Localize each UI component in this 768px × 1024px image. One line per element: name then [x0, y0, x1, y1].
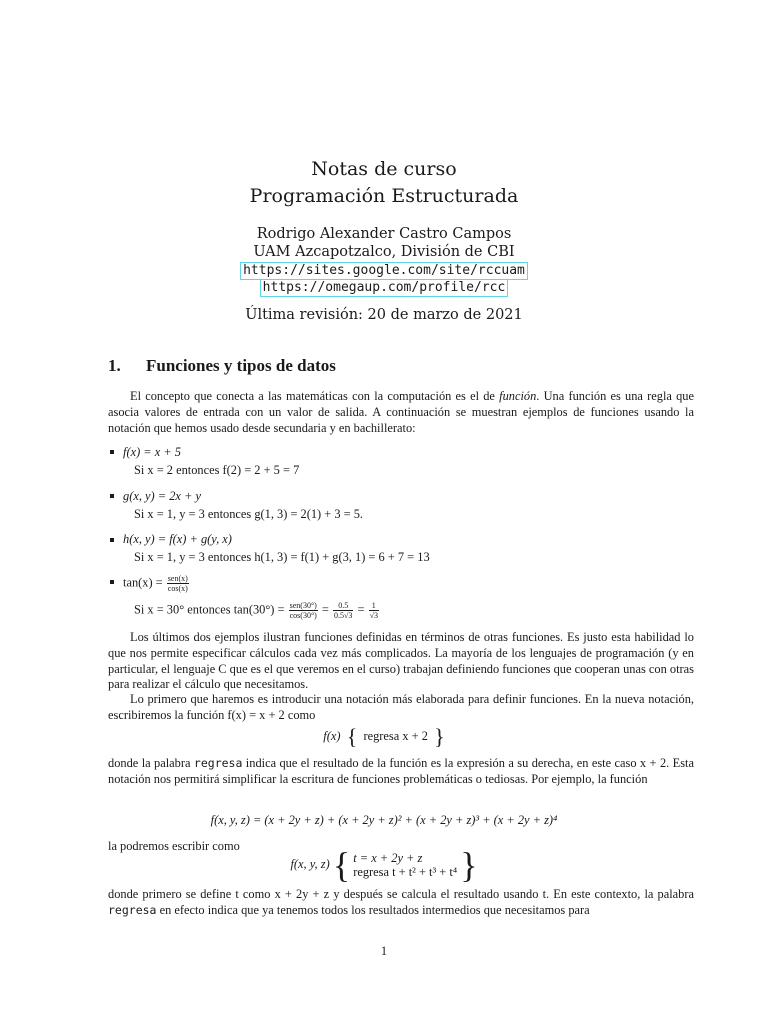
tan30-fraction-2 [333, 601, 353, 620]
eq3-line2: regresa t + t² + t³ + t⁴ [353, 865, 458, 879]
bullet-marker [110, 450, 114, 454]
example-4-definition [123, 574, 190, 593]
eq3-lhs: f(x, y, z) [290, 856, 330, 871]
tan30-fraction-1 [289, 601, 318, 620]
example-2-detail: Si x = 1, y = 3 entonces g(1, 3) = 2(1) + 3 = 5. [134, 507, 364, 521]
example-4-detail: Si x = 30° entonces tan(30°) = $\frac{\text{sen(30°)}}{\cos(30^\circ)}$ = $\frac{0.5}{0.5√3}$ = $\frac{1}{√3}$ [134, 601, 378, 620]
author-link-2[interactable]: https://omegaup.com/profile/rcc [260, 279, 509, 297]
eq3-body [353, 851, 457, 879]
para6-text-a: donde primero se define t como x + 2y + z y después se calcula el resultado usando t. En este contexto, la palabra [108, 887, 694, 901]
doc-title-line2: Programación Estructurada [249, 185, 519, 207]
para4-text-a: donde la palabra [108, 756, 194, 770]
eq1-close-brace: } [434, 724, 445, 750]
example-2-definition: g(x, y) = 2x + y [123, 489, 201, 503]
intro-emphasis: función [499, 389, 537, 403]
paragraph-4 [108, 756, 694, 788]
intro-paragraph [108, 389, 694, 436]
keyword-regresa: regresa [193, 756, 243, 770]
fraction-denominator: cos(30°) [289, 611, 317, 620]
revision-date: Última revisión: 20 de marzo de 2021 [245, 307, 523, 323]
equation-1 [0, 724, 768, 750]
fraction-numerator: sen(30°) [289, 601, 317, 610]
eq1-body: regresa x + 2 [363, 729, 428, 743]
author-affiliation: UAM Azcapotzalco, División de CBI [253, 244, 515, 260]
author-name: Rodrigo Alexander Castro Campos [256, 226, 512, 242]
para6-text-b: en efecto indica que ya tenemos todos los resultados intermedios que necesitamos para [156, 902, 590, 917]
example-1-definition: f(x) = x + 5 [123, 445, 182, 459]
paragraph-3: Lo primero que haremos es introducir una notación más elaborada para definir funciones. En la nueva notación, escribiremos la función f(x) = x + 2 como [108, 692, 694, 722]
author-link-1[interactable]: https://sites.google.com/site/rccuam [240, 262, 528, 280]
example-1-detail: Si x = 2 entonces f(2) = 2 + 5 = 7 [134, 463, 300, 477]
author-link-2-row [0, 278, 768, 297]
eq3-open-brace: { [332, 845, 351, 885]
section-heading [108, 356, 336, 376]
intro-text-b: . Una función es una regla que asocia valores de entrada con un valor de salida. A continuación se muestran ejemplos de funciones usando la notación que hemos usado desde secundaria y en bachillerato: [108, 389, 694, 435]
keyword-regresa: regresa [108, 902, 157, 917]
para4-text-b: indica que el resultado de la función es la expresión a su derecha, en este caso x + 2. Esta notación nos permitirá simplificar la escritura de funciones problemáticas o tediosas. Por ejemplo, la función [108, 756, 694, 786]
intro-text-a: El concepto que conecta a las matemáticas con la computación es el de [130, 389, 500, 403]
tan-lhs: tan(x) = [123, 575, 166, 590]
paragraph-6 [108, 887, 694, 919]
equation-2: f(x, y, z) = (x + 2y + z) + (x + 2y + z)² + (x + 2y + z)³ + (x + 2y + z)⁴ [210, 813, 558, 827]
section-title: Funciones y tipos de datos [146, 356, 336, 375]
bullet-marker [110, 494, 114, 498]
tan-numerator: sen(x) [167, 574, 188, 583]
paragraph-5: la podremos escribir como [108, 839, 240, 853]
page-number: 1 [380, 944, 388, 958]
tan30-fraction-3 [369, 601, 379, 620]
tan-fraction [167, 574, 189, 593]
eq1-lhs: f(x) [323, 729, 341, 743]
tan30-lhs: Si x = 30° entonces tan(30°) = [134, 602, 288, 617]
eq1-open-brace: { [346, 724, 358, 750]
paragraph-2: Los últimos dos ejemplos ilustran funciones definidas en términos de otras funciones. Es justo esta habilidad lo que nos permite especificar cálculos cada vez más complicados. La mayoría de los lenguajes de programación (y en particular, el lenguaje C que es el que veremos en el curso) trabajan definiendo funciones que cooperan unas con otras para realizar el cálculo que necesitamos. [108, 630, 694, 692]
bullet-marker [110, 538, 114, 542]
fraction-numerator: 1 [369, 601, 379, 611]
fraction-denominator: 0.5√3 [334, 611, 353, 620]
fraction-numerator: 0.5 [333, 601, 353, 611]
doc-title-line1: Notas de curso [311, 158, 457, 180]
tan-denominator: cos(x) [167, 584, 188, 593]
example-3-detail: Si x = 1, y = 3 entonces h(1, 3) = f(1) + g(3, 1) = 6 + 7 = 13 [134, 550, 430, 564]
eq3-line1: t = x + 2y + z [353, 851, 423, 865]
example-3-definition: h(x, y) = f(x) + g(y, x) [123, 532, 232, 546]
bullet-marker [110, 580, 114, 584]
fraction-denominator: √3 [369, 611, 378, 620]
section-number: 1. [108, 356, 121, 375]
eq3-close-brace: } [460, 845, 478, 885]
